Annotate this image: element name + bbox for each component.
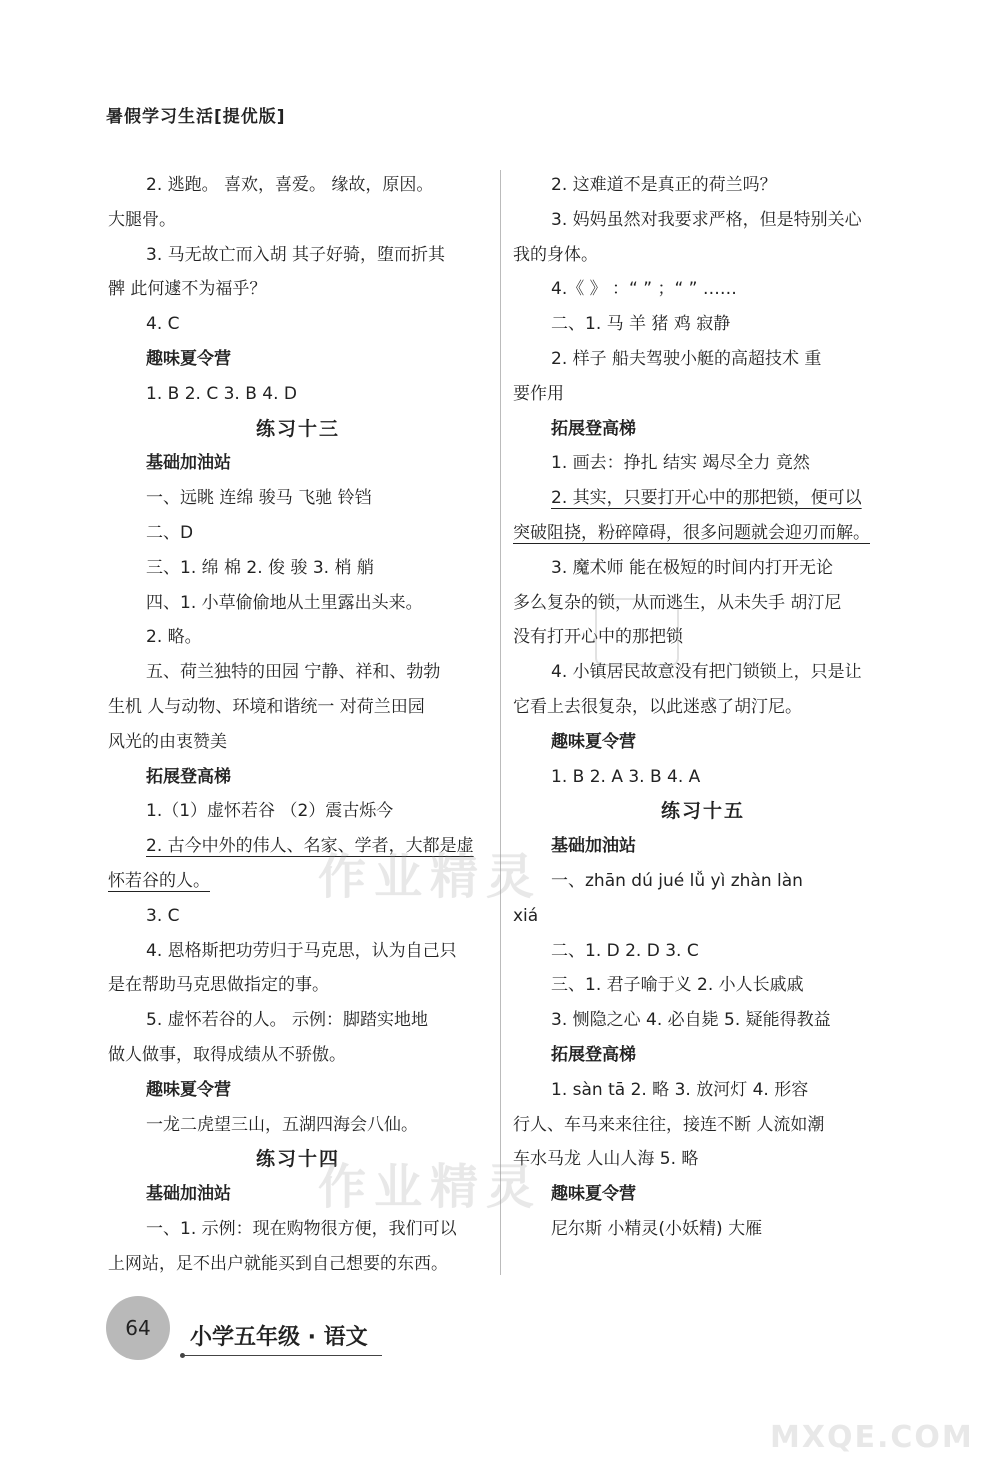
right-line: 基础加油站 <box>551 836 636 857</box>
right-line: 趣味夏令营 <box>551 1184 636 1205</box>
right-line: 多么复杂的锁，从而逃生，从未失手 胡汀尼 <box>513 592 842 613</box>
left-line: 4. 恩格斯把功劳归于马克思，认为自己只 <box>146 940 457 961</box>
watermark-top: 作业精灵 <box>318 849 543 905</box>
left-line: 上网站，足不出户就能买到自己想要的东西。 <box>108 1253 448 1274</box>
right-line: 2. 样子 船夫驾驶小艇的高超技术 重 <box>551 348 822 369</box>
left-line: 三、1. 绵 棉 2. 俊 骏 3. 梢 艄 <box>146 557 374 578</box>
right-line: 1. 画去：挣扎 结实 竭尽全力 竟然 <box>551 453 810 474</box>
right-line: 我的身体。 <box>513 244 598 265</box>
right-line: 2. 其实，只要打开心中的那把锁，便可以 <box>551 488 862 509</box>
right-line: 拓展登高梯 <box>551 418 636 439</box>
right-line: 行人、车马来来往往，接连不断 人流如潮 <box>513 1114 825 1135</box>
right-line: 练习十五 <box>660 800 745 823</box>
right-line: 一、zhān dú jué lǚ yì zhàn làn <box>551 870 803 891</box>
left-column <box>108 168 488 1282</box>
left-line: 生机 人与动物、环境和谐统一 对荷兰田园 <box>108 696 425 717</box>
left-line: 风光的由衷赞美 <box>108 731 227 752</box>
right-line: xiá <box>513 905 539 926</box>
column-divider <box>500 170 501 1275</box>
right-line: 1. B 2. A 3. B 4. A <box>551 766 701 787</box>
left-line: 2. 逃跑。 喜欢，喜爱。 缘故，原因。 <box>146 175 434 195</box>
footer-rule <box>182 1355 382 1356</box>
stamp-mark <box>595 598 679 666</box>
right-line: 二、1. D 2. D 3. C <box>551 940 699 961</box>
left-line: 5. 虚怀若谷的人。 示例：脚踏实地地 <box>146 1010 429 1031</box>
right-line: 二、1. 马 羊 猪 鸡 寂静 <box>551 314 731 335</box>
left-line: 趣味夏令营 <box>146 348 231 369</box>
left-line: 二、D <box>146 522 194 543</box>
left-line: 怀若谷的人。 <box>108 870 210 891</box>
left-line: 大腿骨。 <box>108 209 176 230</box>
right-line: 尼尔斯 小精灵(小妖精) 大雁 <box>551 1218 763 1239</box>
left-line: 基础加油站 <box>146 453 231 474</box>
right-line: 三、1. 君子喻于义 2. 小人长戚戚 <box>551 975 804 996</box>
left-line: 练习十三 <box>255 417 340 440</box>
right-line: 它看上去很复杂，以此迷惑了胡汀尼。 <box>513 696 802 717</box>
right-line: 2. 这难道不是真正的荷兰吗？ <box>551 175 777 195</box>
left-line: 3. 马无故亡而入胡 其子好骑，堕而折其 <box>146 244 446 265</box>
left-line: 练习十四 <box>255 1148 340 1171</box>
right-column <box>513 168 893 1247</box>
left-line: 四、1. 小草偷偷地从土里露出头来。 <box>146 592 423 613</box>
right-line: 1. sàn tā 2. 略 3. 放河灯 4. 形容 <box>551 1079 809 1100</box>
left-line: 五、荷兰独特的田园 宁静、祥和、勃勃 <box>146 662 441 683</box>
left-line: 一、远眺 连绵 骏马 飞驰 铃铛 <box>146 488 372 509</box>
page-number: 64 <box>125 1316 151 1340</box>
page-number-badge <box>106 1296 170 1360</box>
site-watermark: MXQE.COM <box>770 1420 974 1455</box>
left-line: 做人做事，取得成绩从不骄傲。 <box>108 1044 346 1065</box>
left-line: 一龙二虎望三山，五湖四海会八仙。 <box>146 1114 418 1135</box>
left-line: 拓展登高梯 <box>146 766 231 787</box>
left-line: 4. C <box>146 314 180 335</box>
right-line: 4. 小镇居民故意没有把门锁锁上，只是让 <box>551 662 862 683</box>
right-line: 3. 魔术师 能在极短的时间内打开无论 <box>551 557 834 578</box>
left-line: 2. 古今中外的伟人、名家、学者，大都是虚 <box>146 836 474 857</box>
left-line: 1. B 2. C 3. B 4. D <box>146 383 297 404</box>
left-line: 一、1. 示例：现在购物很方便，我们可以 <box>146 1218 457 1239</box>
left-line: 2. 略。 <box>146 627 202 648</box>
book-title: 小学五年级 · 语文 <box>190 1325 368 1350</box>
left-line: 是在帮助马克思做指定的事。 <box>108 975 329 996</box>
running-header: 暑假学习生活[提优版] <box>106 107 286 127</box>
left-line: 基础加油站 <box>146 1184 231 1205</box>
right-line: 3. 妈妈虽然对我要求严格，但是特别关心 <box>551 209 862 230</box>
right-line: 拓展登高梯 <box>551 1044 636 1065</box>
left-line: 3. C <box>146 905 180 926</box>
watermark-bottom: 作业精灵 <box>318 1159 543 1215</box>
right-line: 车水马龙 人山人海 5. 略 <box>513 1149 699 1170</box>
right-line: 4.《 》 ：“ ” ；“ ” …… <box>551 279 737 300</box>
right-line: 3. 恻隐之心 4. 必自毙 5. 疑能得教益 <box>551 1010 831 1031</box>
right-line: 趣味夏令营 <box>551 731 636 752</box>
left-line: 趣味夏令营 <box>146 1079 231 1100</box>
left-line: 髀 此何遽不为福乎？ <box>108 279 267 300</box>
right-line: 要作用 <box>513 383 564 404</box>
left-line: 1.（1）虚怀若谷 （2）震古烁今 <box>146 801 394 822</box>
right-line: 没有打开心中的那把锁 <box>513 627 683 648</box>
right-line: 突破阻挠，粉碎障碍，很多问题就会迎刃而解。 <box>513 522 870 543</box>
